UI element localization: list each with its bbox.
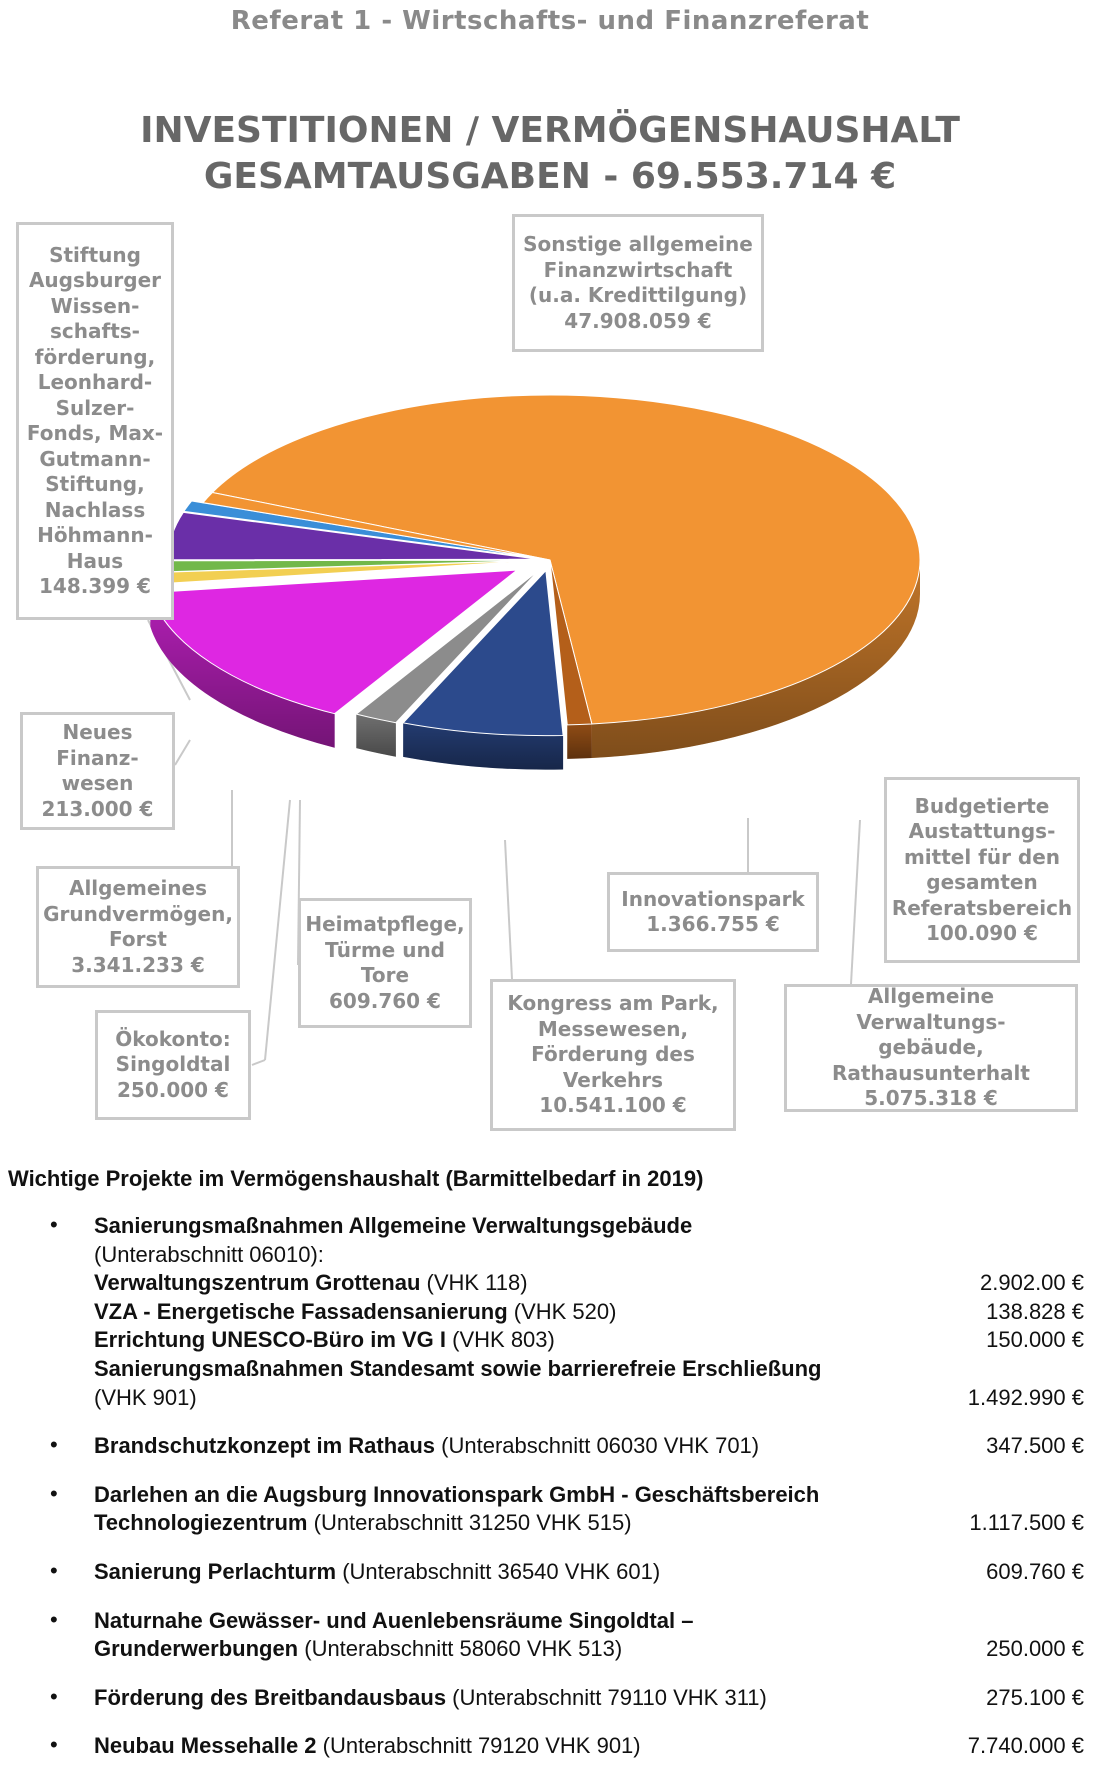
project-title: Verwaltungszentrum Grottenau [94, 1270, 420, 1295]
project-item [0, 1212, 1100, 1412]
project-detail: (Unterabschnitt 36540 VHK 601) [336, 1559, 660, 1584]
project-title: Darlehen an die Augsburg Innovationspark GmbH - Geschäftsbereich [94, 1482, 819, 1507]
project-text [94, 1481, 819, 1510]
project-text [94, 1298, 616, 1327]
project-text [94, 1355, 821, 1384]
project-line [94, 1635, 1084, 1664]
project-item [0, 1558, 1100, 1587]
project-item [0, 1432, 1100, 1461]
bullet-icon: • [50, 1607, 58, 1633]
bullet-icon: • [50, 1481, 58, 1507]
bullet-icon: • [50, 1212, 58, 1238]
project-detail: (Unterabschnitt 79120 VHK 901) [317, 1733, 641, 1758]
project-line [94, 1607, 1084, 1636]
callout-grund: Allgemeines Grundvermögen, Forst 3.341.233 € [36, 866, 240, 988]
project-title: Grunderwerbungen [94, 1636, 298, 1661]
leader-line [851, 820, 860, 984]
project-amount: 275.100 € [986, 1684, 1084, 1713]
project-text [94, 1509, 632, 1538]
project-item [0, 1481, 1100, 1538]
project-amount: 7.740.000 € [968, 1732, 1084, 1761]
project-detail: (Unterabschnitt 06030 VHK 701) [435, 1433, 759, 1458]
project-text [94, 1732, 641, 1761]
project-amount: 1.492.990 € [968, 1384, 1084, 1413]
project-line [94, 1269, 1084, 1298]
callout-kongress: Kongress am Park, Messewesen, Förderung des Verkehrs 10.541.100 € [490, 979, 736, 1131]
bullet-icon: • [50, 1432, 58, 1458]
project-amount: 347.500 € [986, 1432, 1084, 1461]
project-line [94, 1355, 1084, 1384]
callout-oeko: Ökokonto: Singoldtal 250.000 € [95, 1010, 251, 1120]
project-line [94, 1481, 1084, 1510]
bullet-icon: • [50, 1684, 58, 1710]
project-text [94, 1241, 324, 1270]
project-detail: (Unterabschnitt 06010): [94, 1242, 324, 1267]
project-line [94, 1684, 1084, 1713]
project-text [94, 1326, 555, 1355]
pie-side-budget [567, 724, 592, 759]
project-title: Sanierung Perlachturm [94, 1559, 336, 1584]
project-title: Förderung des Breitbandausbaus [94, 1685, 446, 1710]
callout-innovation: Innovationspark 1.366.755 € [607, 872, 819, 952]
project-detail: (VHK 803) [446, 1327, 555, 1352]
project-line [94, 1298, 1084, 1327]
project-amount: 150.000 € [986, 1326, 1084, 1355]
project-title: Sanierungsmaßnahmen Allgemeine Verwaltungsgebäude [94, 1213, 692, 1238]
project-line [94, 1384, 1084, 1413]
project-line [94, 1509, 1084, 1538]
project-title: VZA - Energetische Fassadensanierung [94, 1299, 508, 1324]
callout-verwaltung: Allgemeine Verwaltungs- gebäude, Rathausunterhalt 5.075.318 € [784, 984, 1078, 1112]
callout-sonstige: Sonstige allgemeine Finanzwirtschaft (u.a. Kredittilgung) 47.908.059 € [512, 214, 764, 352]
project-detail: (Unterabschnitt 31250 VHK 515) [308, 1510, 632, 1535]
project-detail: (VHK 520) [508, 1299, 617, 1324]
project-item [0, 1684, 1100, 1713]
project-text [94, 1384, 197, 1413]
project-text [94, 1684, 767, 1713]
callout-stiftung: Stiftung Augsburger Wissen- schafts- förderung, Leonhard- Sulzer- Fonds, Max- Gutmann- Stiftung, Nachlass Höhmann- Haus 148.399 € [16, 222, 174, 620]
bullet-icon: • [50, 1732, 58, 1758]
project-amount: 138.828 € [986, 1298, 1084, 1327]
project-text [94, 1635, 622, 1664]
project-amount: 1.117.500 € [969, 1509, 1084, 1538]
project-title: Errichtung UNESCO-Büro im VG I [94, 1327, 446, 1352]
project-detail: (VHK 901) [94, 1385, 197, 1410]
project-detail: (Unterabschnitt 58060 VHK 513) [298, 1636, 622, 1661]
projects-list [0, 1212, 1100, 1781]
project-text [94, 1269, 528, 1298]
project-amount: 2.902.00 € [980, 1269, 1084, 1298]
project-text [94, 1212, 692, 1241]
project-title: Sanierungsmaßnahmen Standesamt sowie barrierefreie Erschließung [94, 1356, 821, 1381]
project-amount: 609.760 € [986, 1558, 1084, 1587]
chart-subtitle: GESAMTAUSGABEN - 69.553.714 € [0, 154, 1100, 200]
project-title: Neubau Messehalle 2 [94, 1733, 317, 1758]
callout-budget: Budgetierte Austattungs- mittel für den gesamten Referatsbereich 100.090 € [884, 777, 1080, 963]
project-line [94, 1558, 1084, 1587]
project-title: Naturnahe Gewässer- und Auenlebensräume Singoldtal – [94, 1608, 693, 1633]
project-detail: (VHK 118) [420, 1270, 527, 1295]
project-line [94, 1241, 1084, 1270]
project-text [94, 1558, 660, 1587]
project-item [0, 1732, 1100, 1761]
project-text [94, 1432, 759, 1461]
project-title: Brandschutzkonzept im Rathaus [94, 1433, 435, 1458]
chart-title-line: INVESTITIONEN / VERMÖGENSHAUSHALT [0, 108, 1100, 154]
bullet-icon: • [50, 1558, 58, 1584]
project-line [94, 1432, 1084, 1461]
project-title: Technologiezentrum [94, 1510, 308, 1535]
project-detail: (Unterabschnitt 79110 VHK 311) [446, 1685, 767, 1710]
leader-line [505, 840, 512, 979]
project-amount: 250.000 € [986, 1635, 1084, 1664]
page-header: Referat 1 - Wirtschafts- und Finanzreferat [0, 6, 1100, 36]
leader-line [175, 740, 190, 765]
leader-line [252, 1060, 265, 1065]
project-line [94, 1732, 1084, 1761]
callout-heimat: Heimatpflege, Türme und Tore 609.760 € [298, 898, 472, 1028]
leader-line [265, 800, 290, 1060]
project-line [94, 1326, 1084, 1355]
callout-finanz: Neues Finanz- wesen 213.000 € [20, 712, 175, 830]
projects-heading: Wichtige Projekte im Vermögenshaushalt (Barmittelbedarf in 2019) [8, 1166, 703, 1192]
project-item [0, 1607, 1100, 1664]
project-line [94, 1212, 1084, 1241]
project-text [94, 1607, 693, 1636]
